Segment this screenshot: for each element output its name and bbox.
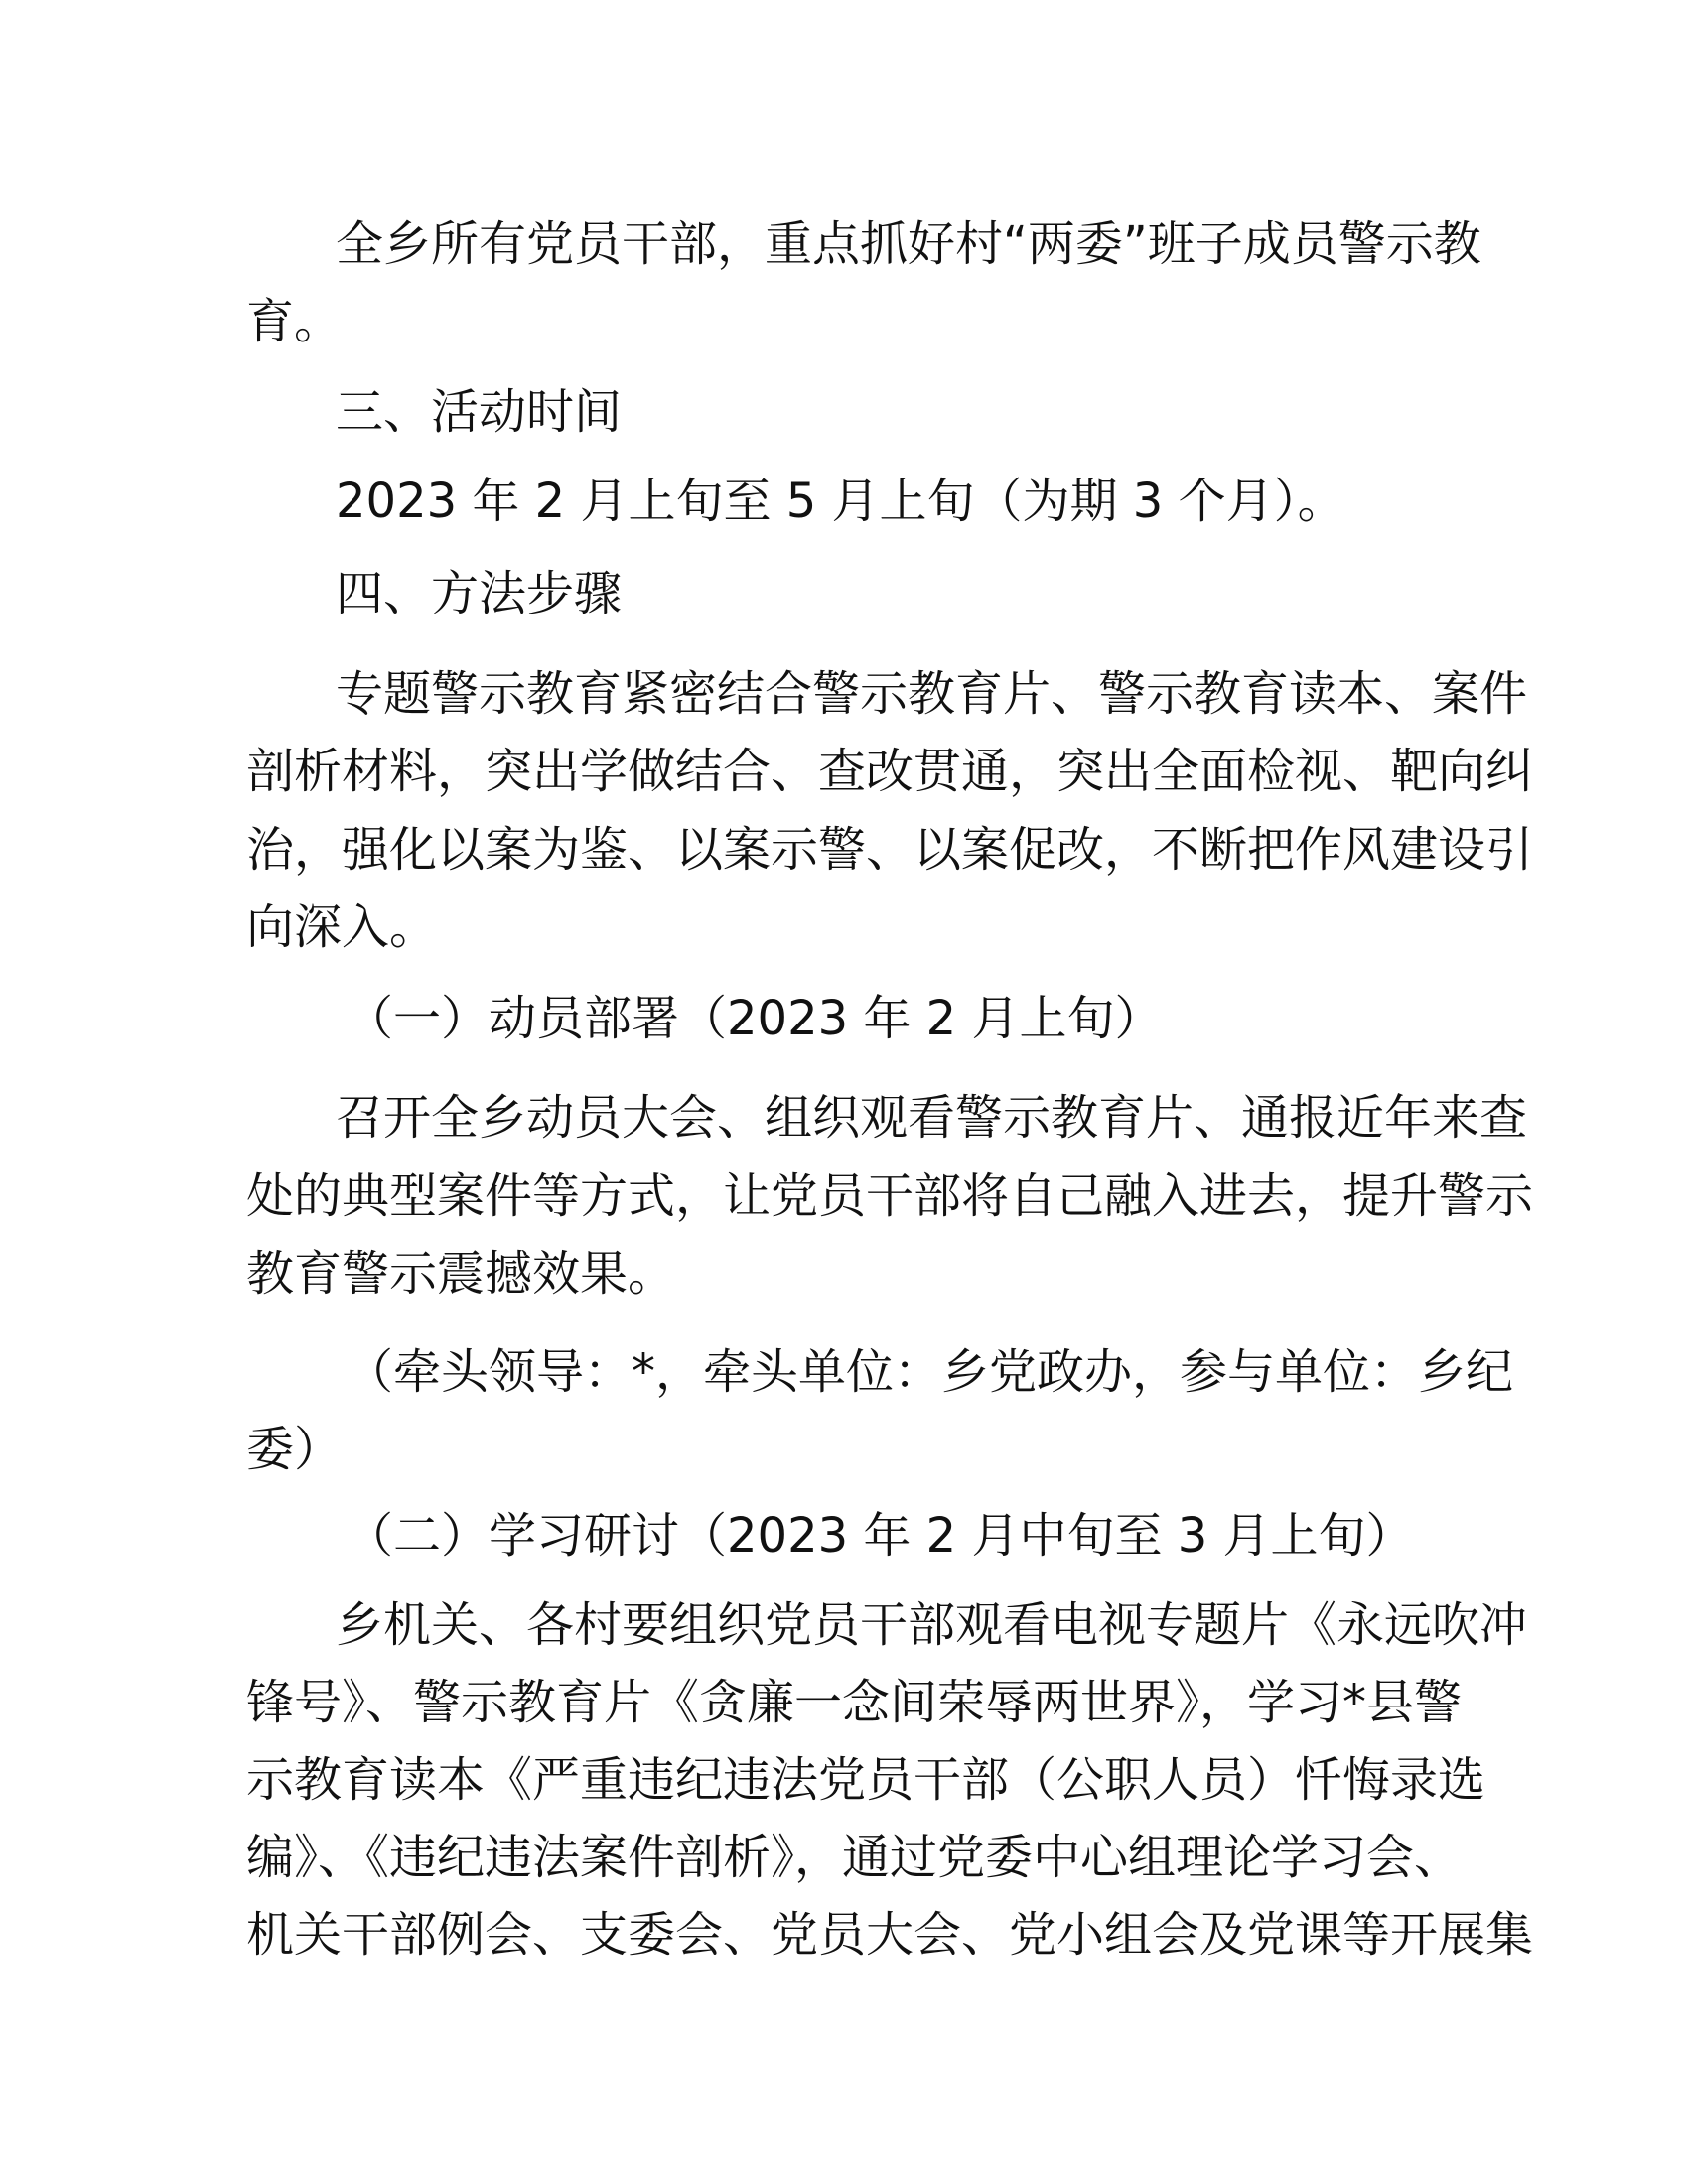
paragraph-line: 2023 年 2 月上旬至 5 月上旬（为期 3 个月）。 bbox=[336, 474, 1345, 529]
paragraph-line: 处的典型案件等方式，让党员干部将自己融入进去，提升警示 bbox=[246, 1168, 1534, 1224]
paragraph-line: 召开全乡动员大会、组织观看警示教育片、通报近年来查 bbox=[336, 1090, 1528, 1146]
paragraph-line: （牵头领导：*，牵头单位：乡党政办，参与单位：乡纪 bbox=[346, 1344, 1514, 1400]
paragraph-line: 锋号》、警示教育片《贪廉一念间荣辱两世界》，学习*县警 bbox=[246, 1675, 1463, 1730]
paragraph-line: 编》、《违纪违法案件剖析》，通过党委中心组理论学习会、 bbox=[246, 1830, 1463, 1885]
paragraph-line: 示教育读本《严重违纪违法党员干部（公职人员）忏悔录选 bbox=[246, 1752, 1486, 1808]
paragraph-line: 剖析材料，突出学做结合、查改贯通，突出全面检视、靶向纠 bbox=[246, 744, 1534, 799]
paragraph-line: 机关干部例会、支委会、党员大会、党小组会及党课等开展集 bbox=[246, 1907, 1534, 1963]
paragraph-line: 治，强化以案为鉴、以案示警、以案促改，不断把作风建设引 bbox=[246, 822, 1534, 878]
paragraph-line: 育。 bbox=[246, 294, 343, 349]
subsection-heading: （二）学习研讨（2023 年 2 月中旬至 3 月上旬） bbox=[346, 1508, 1414, 1564]
paragraph-line: 教育警示震撼效果。 bbox=[246, 1246, 676, 1301]
paragraph-line: 专题警示教育紧密结合警示教育片、警示教育读本、案件 bbox=[336, 666, 1528, 722]
paragraph-line: 委） bbox=[246, 1422, 343, 1477]
paragraph-line: 向深入。 bbox=[246, 899, 438, 955]
paragraph-line: 全乡所有党员干部，重点抓好村“两委”班子成员警示教 bbox=[336, 216, 1481, 272]
section-heading: 三、活动时间 bbox=[336, 384, 623, 440]
subsection-heading: （一）动员部署（2023 年 2 月上旬） bbox=[346, 991, 1163, 1046]
paragraph-line: 乡机关、各村要组织党员干部观看电视专题片《永远吹冲 bbox=[336, 1597, 1528, 1653]
section-heading: 四、方法步骤 bbox=[336, 566, 623, 621]
